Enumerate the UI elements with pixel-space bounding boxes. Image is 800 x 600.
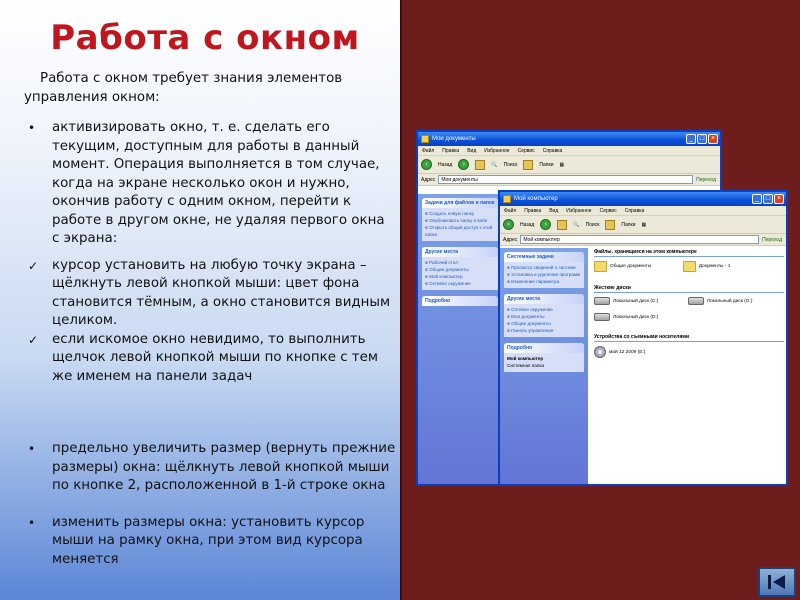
back-icon[interactable]: ‹ [421,159,432,170]
folder-icon [594,261,607,272]
section-header: Файлы, хранящиеся на этом компьютере [594,248,784,257]
up-folder-icon[interactable] [557,220,567,230]
menu-help[interactable]: Справка [624,208,645,214]
go-button[interactable]: Переход [696,176,716,183]
forward-icon[interactable]: › [458,159,469,170]
search-label[interactable]: Поиск [585,221,600,228]
minimize-button[interactable]: _ [752,194,762,204]
search-label[interactable]: Поиск [503,161,518,168]
place-link[interactable]: ■ Сетевое окружение [507,306,581,313]
task-link[interactable]: ■ Создать новую папку [425,210,495,217]
menu-view[interactable]: Вид [549,208,559,214]
hard-drive-icon [594,313,610,321]
address-bar [500,234,786,246]
maximize-button[interactable]: □ [697,134,707,144]
address-label: Адрес [503,236,518,243]
menu-tools[interactable]: Сервис [599,208,617,214]
task-box-header[interactable]: Другие места [504,294,584,304]
drive-item[interactable]: Локальный диск (D:) [594,313,658,321]
section-header: Жесткие диски [594,284,784,293]
content-area [594,248,784,360]
back-icon[interactable]: ‹ [503,219,514,230]
task-pane [418,194,502,486]
drive-item[interactable]: Локальный диск (C:) [594,297,658,305]
address-input[interactable]: Мой компьютер [520,235,759,244]
task-link[interactable]: ■ Опубликовать папку в вебе [425,217,495,224]
list-item: • изменить размеры окна: установить курсор мыши на рамку окна, при этом вид курсора меняется [28,514,365,567]
folders-icon[interactable] [605,220,615,230]
hard-drive-icon [594,297,610,305]
menu-edit[interactable]: Правка [442,148,460,154]
cd-icon [594,346,606,358]
menu-favorites[interactable]: Избранное [484,148,510,154]
back-to-start-icon [766,573,788,591]
menu-edit[interactable]: Правка [524,208,542,214]
place-link[interactable]: ■ Панель управления [507,327,581,334]
close-button[interactable]: × [774,194,784,204]
menu-help[interactable]: Справка [542,148,563,154]
task-box-header[interactable]: Задачи для файлов и папок [422,198,498,208]
menu-view[interactable]: Вид [467,148,477,154]
search-icon[interactable]: 🔍 [573,221,580,228]
menu-bar [500,206,786,216]
place-link[interactable]: ■ Общие документы [425,266,495,273]
list-item: ✓ курсор установить на любую точку экрана – щёлкнуть левой кнопкой мыши: цвет фона становится тёмным, а окно становится видным целиком. [28,257,391,328]
maximize-button[interactable]: □ [763,194,773,204]
checkmark-icon: ✓ [28,332,39,347]
checkmark-icon: ✓ [28,258,39,273]
cd-drive-item[interactable]: май 12 2009 (E:) [594,346,645,358]
task-box-header[interactable]: Системные задачи [504,252,584,262]
views-icon[interactable]: ▦ [641,221,647,228]
menu-bar [418,146,720,156]
task-box-header[interactable]: Другие места [422,247,498,257]
details-box [504,343,584,372]
back-label[interactable]: Назад [520,221,535,228]
menu-file[interactable]: Файл [422,148,435,154]
folders-label[interactable]: Папки [621,221,636,228]
my-computer-window[interactable] [498,190,788,486]
slide-title: Работа с окном [50,18,360,58]
task-pane [500,248,588,484]
list-item: ✓ если искомое окно невидимо, то выполнить щелчок левой кнопкой мыши по кнопке с тем же именем на панели задач [28,331,378,384]
other-places-box [422,247,498,290]
bullet-icon: • [28,121,36,135]
address-label: Адрес [421,176,436,183]
place-link[interactable]: ■ Мои документы [507,313,581,320]
close-button[interactable]: × [708,134,718,144]
back-to-start-button[interactable] [758,567,796,597]
list-item: • активизировать окно, т. е. сделать его текущим, доступным для работы в данный момент. Операция выполняется в том случае, когда на экране несколько окон и нужно, окончив работу с одним окном, перейти к работе в другом окне, не удаляя первого окна с экрана: [28,120,385,246]
intro-text: Работа с окном требует знания элементов управления окном: [24,71,343,105]
bullet-icon: • [28,442,36,456]
window-title: Мои документы [432,136,476,142]
folder-item[interactable]: Общие документы [594,261,651,272]
toolbar [418,156,720,174]
folder-icon [421,135,429,143]
place-link[interactable]: ■ Сетевое окружение [425,280,495,287]
task-link[interactable]: ■ Установка и удаление программ [507,271,581,278]
menu-favorites[interactable]: Избранное [566,208,592,214]
screenshot-panel [400,0,800,600]
place-link[interactable]: ■ Рабочий стол [425,259,495,266]
address-input[interactable]: Мои документы [438,175,693,184]
window-titlebar[interactable] [500,192,786,206]
details-name: Мой компьютер [507,356,544,361]
system-tasks-box [504,252,584,288]
window-titlebar[interactable] [418,132,720,146]
task-link[interactable]: ■ Открыть общий доступ к этой папке [425,224,495,238]
place-link[interactable]: ■ Общие документы [507,320,581,327]
section-header: Устройства со съемными носителями [594,333,784,342]
task-link[interactable]: ■ Изменение параметра [507,278,581,285]
bullet-icon: • [28,515,36,530]
window-title: Мой компьютер [514,196,558,202]
list-item: • предельно увеличить размер (вернуть прежние размеры) окна: щёлкнуть левой кнопкой мыши по кнопке 2, расположенной в 1-й строке окна [28,441,396,493]
task-box-header[interactable]: Подробно [422,296,498,306]
task-link[interactable]: ■ Просмотр сведений о системе [507,264,581,271]
folders-icon[interactable] [523,160,533,170]
file-tasks-box [422,198,498,241]
toolbar [500,216,786,234]
details-type: Системная папка [507,363,544,368]
search-icon[interactable]: 🔍 [491,161,498,168]
place-link[interactable]: ■ Мой компьютер [425,273,495,280]
menu-file[interactable]: Файл [504,208,517,214]
drive-item[interactable]: Локальный диск (G:) [688,297,753,305]
address-bar [418,174,720,186]
details-box [422,296,498,306]
up-folder-icon[interactable] [475,160,485,170]
folder-item[interactable]: Документы - 1 [683,261,731,272]
folder-icon [683,261,696,272]
menu-tools[interactable]: Сервис [517,148,535,154]
go-button[interactable]: Переход [762,236,782,243]
hard-drive-icon [688,297,704,305]
task-box-header[interactable]: Подробно [504,343,584,353]
back-label[interactable]: Назад [438,161,453,168]
forward-icon[interactable]: › [540,219,551,230]
views-icon[interactable]: ▦ [559,161,565,168]
minimize-button[interactable]: _ [686,134,696,144]
slide-text [24,70,396,569]
computer-icon [503,195,511,203]
folders-label[interactable]: Папки [539,161,554,168]
other-places-box [504,294,584,337]
